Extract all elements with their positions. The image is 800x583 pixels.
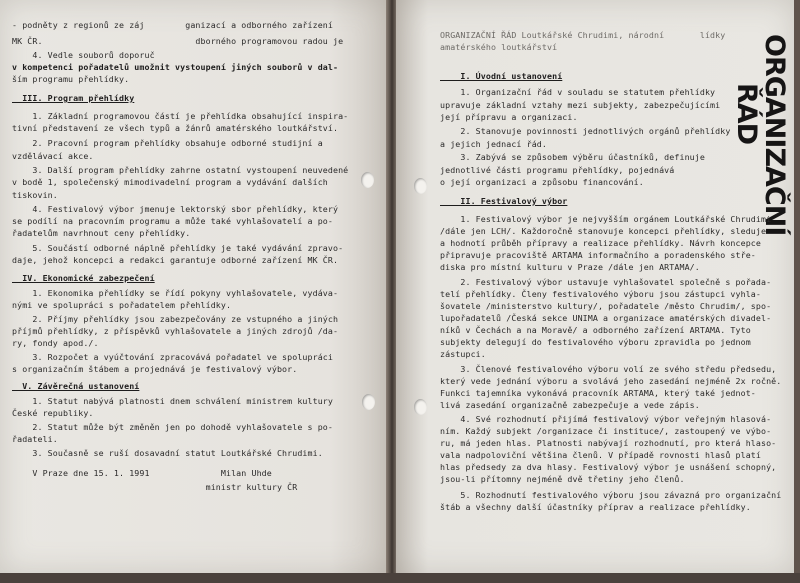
left-text-line: vzdělávací akce. <box>12 151 94 161</box>
left-text-line: nými ve spolupráci s pořadatelem přehlídky. <box>12 300 232 310</box>
left-text-line: příjmů přehlídky, z příspěvků vyhlašovatele a jiných zdrojů /da- <box>12 326 339 336</box>
left-text-line: ším programu přehlídky. <box>12 74 130 84</box>
binding-hole-icon <box>414 399 427 415</box>
right-text-line: amatérského loutkářství <box>440 42 558 52</box>
right-text-line: jednotlivé části programu přehlídky, pojednává <box>440 165 675 175</box>
left-text-line: V. Závěrečná ustanovení <box>12 381 140 391</box>
left-text-line: MK ČR. dborného programovou radou je <box>12 36 344 46</box>
right-text-line: hlas předsedy za dva hlasy. Festivalový výbor je usnášení schopný, <box>440 462 777 472</box>
right-text-line: I. Úvodní ustanovení <box>440 71 563 81</box>
right-text-line: o její organizaci a způsobu financování. <box>440 177 644 187</box>
right-text-line: 1. Festivalový výbor je nejvyšším orgánem Loutkářské Chrudimi <box>440 214 772 224</box>
right-text-line: livá zasedání organizačně zabezpečuje a vede zápis. <box>440 400 700 410</box>
left-text-line: III. Program přehlídky <box>12 93 135 103</box>
right-text-line: 2. Festivalový výbor ustavuje vyhlašovatel společně s pořada- <box>440 277 772 287</box>
left-text-line: 1. Základní programovou částí je přehlídka obsahující inspira- <box>12 111 349 121</box>
table-surface <box>0 573 800 583</box>
right-text-line: 1. Organizační řád v souladu se statutem přehlídky <box>440 87 716 97</box>
left-text-line: České republiky. <box>12 408 94 418</box>
left-text-line: daje, jehož koncepci a redakci garantuje odborné zařízení MK ČR. <box>12 255 339 265</box>
right-text-line: telí přehlídky. Členy festivalového výboru jsou zástupci vyhla- <box>440 289 761 299</box>
left-text-line: 3. Současně se ruší dosavadní statut Loutkářské Chrudimi. <box>12 448 323 458</box>
left-text-line: V Praze dne 15. 1. 1991 Milan Uhde <box>12 468 272 478</box>
right-text-line: 3. Členové festivalového výboru volí ze svého středu předsedu, <box>440 364 777 374</box>
left-text-line: 5. Součástí odborné náplně přehlídky je také vydávání zpravo- <box>12 243 344 253</box>
left-text-line: tiskovin. <box>12 190 58 200</box>
right-text-line: jsou-li přítomny nejméně dvě třetiny jeho členů. <box>440 474 685 484</box>
right-text-line: a jejich jednací řád. <box>440 139 547 149</box>
right-text-line: Funkci tajemníka vykonává pracovník ARTAMA, který také jednot- <box>440 388 756 398</box>
right-text-line: ORGANIZAČNÍ ŘÁD Loutkářské Chrudimi, národní lídky <box>440 30 726 40</box>
left-text-line: s organizačním štábem a projednává je festivalový výbor. <box>12 364 298 374</box>
left-text-line: 3. Rozpočet a vyúčtování zpracovává pořadatel ve spolupráci <box>12 352 333 362</box>
right-text-line: 5. Rozhodnutí festivalového výboru jsou závazná pro organizační <box>440 490 782 500</box>
right-text-line: /dále jen LCH/. Každoročně stanovuje koncepci přehlídky, sleduje <box>440 226 767 236</box>
left-text-line: 4. Vedle souborů doporuč <box>12 50 155 60</box>
left-text-line: ry, fondy apod./. <box>12 338 99 348</box>
left-text-line: 2. Statut může být změněn jen po dohodě vyhlašovatele s po- <box>12 422 333 432</box>
right-text-line: šovatele /ministerstvo kultury/, pořadatele /město Chrudim/, spo- <box>440 301 772 311</box>
right-text-line: ním. Každý subjekt /organizace či instituce/, zastoupený ve výbo- <box>440 426 772 436</box>
left-text-line: 2. Pracovní program přehlídky obsahuje odborné studijní a <box>12 138 323 148</box>
right-text-line: II. Festivalový výbor <box>440 196 568 206</box>
right-text-line: ru, má jeden hlas. Platnosti nabývají rozhodnutí, pro která hlaso- <box>440 438 777 448</box>
left-text-line: v bodě 1, společenský mimodivadelní program a vydávání dalších <box>12 177 328 187</box>
left-text-line: se podílí na pracovním programu a může také vyhlašovatelí a po- <box>12 216 333 226</box>
right-text-line: diska pro místní kulturu v Praze /dále jen ARTAMA/. <box>440 262 700 272</box>
left-text-line: 1. Statut nabývá platnosti dnem schválení ministrem kultury <box>12 396 333 406</box>
right-text-line: který vede jednání výboru a svolává jeho zasedání nejméně 2x ročně. <box>440 376 782 386</box>
right-text-line: její přípravu a organizaci. <box>440 112 578 122</box>
right-text-line: připravuje pracoviště ARTAMA informačního a poradenského stře- <box>440 250 756 260</box>
left-text-line: ministr kultury ČR <box>12 482 298 492</box>
right-text-line: 2. Stanovuje povinnosti jednotlivých orgánů přehlídky <box>440 126 731 136</box>
right-text-line: zástupci. <box>440 349 486 359</box>
right-text-line: níků v Čechách a na Moravě/ a odborného zařízení ARTAMA. Tyto <box>440 325 751 335</box>
document-title: ORGANIZAČNÍ ŘÁD <box>731 34 790 236</box>
right-text-line: lupořadatelů /Česká sekce UNIMA a organizace amatérských divadel- <box>440 313 772 323</box>
left-text-line: v kompetenci pořadatelů umožnit vystoupení jiných souborů v dal- <box>12 62 339 72</box>
right-text-line: 3. Zabývá se způsobem výběru účastníků, definuje <box>440 152 705 162</box>
right-text-line: a hodnotí průběh přípravy a realizace přehlídky. Návrh koncepce <box>440 238 761 248</box>
left-text-line: IV. Ekonomické zabezpečení <box>12 273 155 283</box>
binding-hole-icon <box>414 178 427 194</box>
right-text-line: 4. Své rozhodnutí přijímá festivalový výbor veřejným hlasová- <box>440 414 772 424</box>
left-text-line: řadateli. <box>12 434 58 444</box>
right-text-line: upravuje základní vztahy mezi subjekty, zabezpečujícími <box>440 100 721 110</box>
left-text-line: - podněty z regionů ze záj ganizací a odborného zařízení <box>12 20 333 30</box>
left-text-line: 2. Příjmy přehlídky jsou zabezpečovány ze vstupného a jiných <box>12 314 339 324</box>
left-text-line: tivní představení ze všech typů a žánrů amatérského loutkářství. <box>12 123 339 133</box>
binding-hole-icon <box>361 172 374 188</box>
left-text-line: 1. Ekonomika přehlídky se řídí pokyny vyhlašovatele, vydáva- <box>12 288 339 298</box>
left-text-line: řadatelům navrhnout ceny přehlídky. <box>12 228 191 238</box>
left-text-line: 3. Další program přehlídky zahrne ostatní vystoupení neuvedené <box>12 165 349 175</box>
left-text-line: 4. Festivalový výbor jmenuje lektorský sbor přehlídky, který <box>12 204 339 214</box>
right-text-line: štáb a všechny další účastníky příprav a realizace přehlídky. <box>440 502 751 512</box>
right-text-line: vala nadpoloviční většina členů. V případě rovnosti hlasů platí <box>440 450 761 460</box>
binding-hole-icon <box>362 394 375 410</box>
right-text-line: subjekty delegují do festivalového výboru zpravidla po jednom <box>440 337 751 347</box>
